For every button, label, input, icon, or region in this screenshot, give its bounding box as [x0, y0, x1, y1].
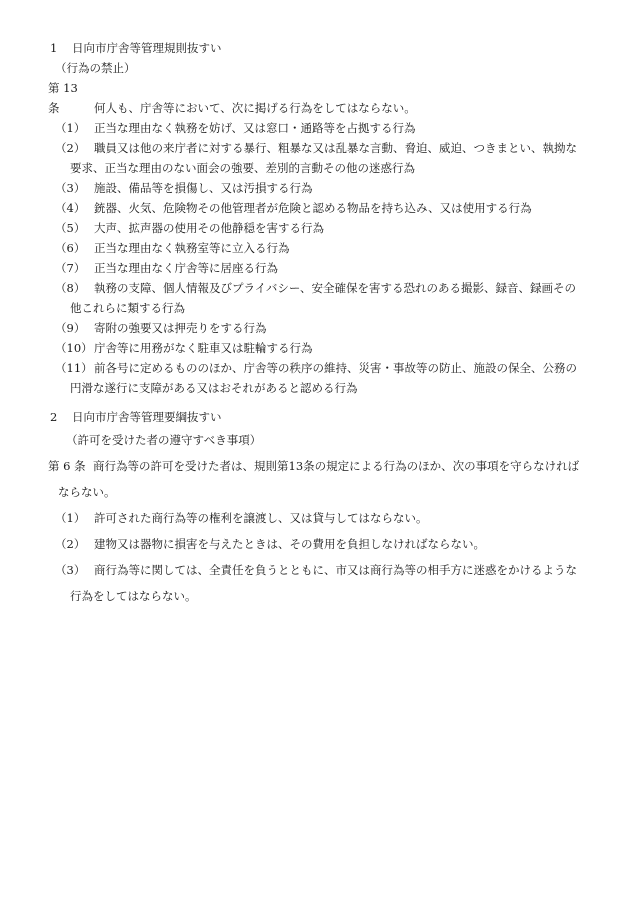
prohibited-acts-list [0, 118, 630, 398]
item-text: 許可された商行為等の権利を譲渡し、又は貸与してはならない。 [94, 511, 428, 525]
item-text-continued: 円滑な遂行に支障がある又はおそれがあると認める行為 [70, 381, 358, 395]
item-text: 銃器、火気、危険物その他管理者が危険と認める物品を持ち込み、又は使用する行為 [94, 201, 532, 215]
item-text: 大声、拡声器の使用その他静穏を害する行為 [94, 221, 324, 235]
list-item [0, 505, 630, 531]
section-number: 2 [50, 410, 58, 424]
item-text: 正当な理由なく執務を妨げ、又は窓口・通路等を占拠する行為 [94, 121, 416, 135]
list-item [0, 138, 630, 178]
item-number: （6） [55, 241, 86, 255]
article-text: 何人も、庁舎等において、次に掲げる行為をしてはならない。 [94, 101, 416, 115]
item-text: 前各号に定めるもののほか、庁舎等の秩序の維持、災害・事故等の防止、施設の保全、公務の [94, 361, 577, 375]
list-item [0, 238, 630, 258]
article-text: 商行為等の許可を受けた者は、規則第13条の規定による行為のほか、次の事項を守らなければ [93, 459, 580, 473]
item-number: （1） [55, 511, 86, 525]
section-number: 1 [50, 41, 58, 55]
list-item [0, 218, 630, 238]
item-number: （7） [55, 261, 86, 275]
list-item [0, 338, 630, 358]
item-text-continued: 他これらに類する行為 [70, 301, 185, 315]
section-heading [0, 38, 630, 58]
list-item [0, 557, 630, 609]
item-text: 庁舎等に用務がなく駐車又は駐輪する行為 [94, 341, 313, 355]
list-item [0, 531, 630, 557]
list-item [0, 318, 630, 338]
item-text-continued: 行為をしてはならない。 [70, 589, 197, 603]
item-number: （10） [55, 341, 93, 355]
item-text: 正当な理由なく執務室等に立入る行為 [94, 241, 290, 255]
list-item [0, 358, 630, 398]
item-text: 建物又は器物に損害を与えたときは、その費用を負担しなければならない。 [94, 537, 485, 551]
item-number: （3） [55, 563, 86, 577]
item-number: （2） [55, 537, 86, 551]
section-rules [0, 38, 630, 398]
list-item [0, 118, 630, 138]
section-guidelines [0, 407, 630, 609]
article-caption: （行為の禁止） [55, 61, 136, 75]
article-text-continued: ならない。 [58, 485, 116, 499]
item-text: 寄附の強要又は押売りをする行為 [94, 321, 267, 335]
item-number: （1） [55, 121, 86, 135]
list-item [0, 178, 630, 198]
list-item [0, 278, 630, 318]
article-number: 第 6 条 [48, 459, 86, 473]
article [0, 453, 630, 505]
item-text: 施設、備品等を損傷し、又は汚損する行為 [94, 181, 313, 195]
list-item [0, 258, 630, 278]
article-caption: （許可を受けた者の遵守すべき事項） [66, 433, 262, 447]
item-text: 正当な理由なく庁舎等に居座る行為 [94, 261, 278, 275]
item-number: （4） [55, 201, 86, 215]
item-text: 商行為等に関しては、全責任を負うとともに、市又は商行為等の相手方に迷惑をかけるような [94, 563, 577, 577]
list-item [0, 198, 630, 218]
section-title: 日向市庁舎等管理要綱抜すい [72, 410, 222, 424]
section-title: 日向市庁舎等管理規則抜すい [72, 41, 222, 55]
item-number: （8） [55, 281, 86, 295]
item-number: （9） [55, 321, 86, 335]
item-number: （11） [55, 361, 93, 375]
item-text: 執務の支障、個人情報及びプライバシー、安全確保を害する恐れのある撮影、録音、録画その [94, 281, 576, 295]
item-text-continued: 要求、正当な理由のない面会の強要、差別的言動その他の迷惑行為 [70, 161, 415, 175]
item-number: （3） [55, 181, 86, 195]
article-number: 第 13 条 [48, 81, 78, 115]
obligations-list [0, 505, 630, 609]
item-text: 職員又は他の来庁者に対する暴行、粗暴な又は乱暴な言動、脅迫、威迫、つきまとい、執拗な [94, 141, 577, 155]
item-number: （2） [55, 141, 86, 155]
article [0, 78, 630, 118]
section-heading [0, 407, 630, 427]
item-number: （5） [55, 221, 86, 235]
